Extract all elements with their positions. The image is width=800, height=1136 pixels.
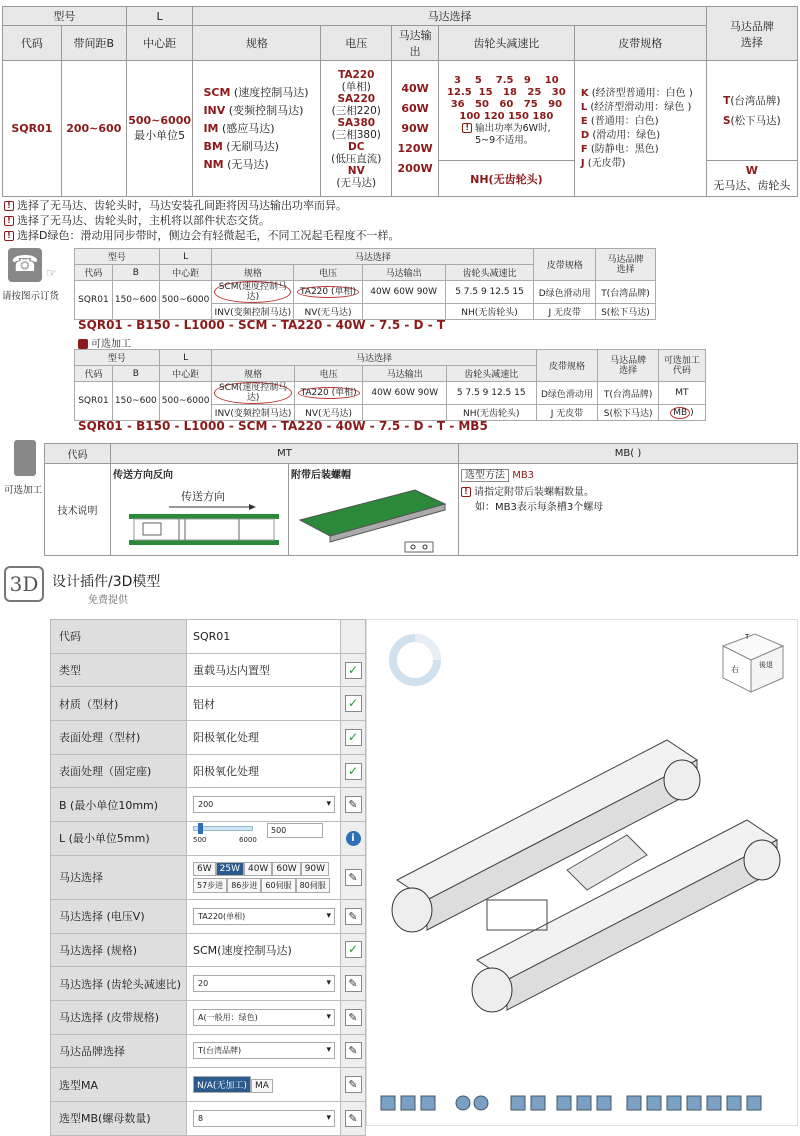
hand-pointer-icon: ☞ xyxy=(46,266,57,280)
edit-icon[interactable]: ✎ xyxy=(345,1076,362,1093)
mt-cell: 传送方向反向 传送方向 xyxy=(111,464,289,556)
l-slider[interactable] xyxy=(193,826,253,831)
ma-toggle[interactable]: MA xyxy=(251,1079,273,1093)
warning-icon: ! xyxy=(462,123,472,133)
pitch-value: 200~600 xyxy=(61,61,126,197)
mb-select-cell: 选型方法 MB3 ! 请指定附带后装螺帽数量。 如：MB3表示每条槽3个螺母 xyxy=(459,464,798,556)
spec-item: BM (无刷马达) xyxy=(203,139,279,153)
drill-icon xyxy=(14,440,36,476)
info-icon[interactable]: i xyxy=(346,831,361,846)
ma-none-toggle[interactable]: N/A(无加工) xyxy=(193,1076,251,1093)
warning-icon: ! xyxy=(4,231,14,241)
spec-item: SCM (速度控制马达) xyxy=(203,85,309,99)
mb-cell: 附带后装螺帽 xyxy=(289,464,459,556)
order-table-2: 型号 L 马达选择 皮带规格 马达品牌 选择 可选加工 代码 代码 B 中心距 规格 电压 马达输出 齿轮头减速比 SQR01 150~600 500~6000 SCM(速度控制马达) TA220 (单相) 40W 60W 90W 5 7.5 9 12.5 15 D绿色滑动用 T(台湾品牌) MT INV(变频控制马达) NV(无马达) NH(无齿轮头) J 无皮带 S(松下马达) MB ) xyxy=(74,349,706,421)
motor-btn[interactable]: 90W xyxy=(301,862,329,876)
brand-cell: T(台湾品牌) S(松下马达) xyxy=(706,61,797,161)
check-icon[interactable]: ✓ xyxy=(345,941,362,958)
cube-front-label[interactable]: 右 xyxy=(731,665,739,674)
belt-list: K (经济型普通用：白色 ) L (经济型滑动用：绿色 ) E (普通用：白色) D (滑动用：绿色) F (防静电：黑色) J (无皮带) xyxy=(574,61,706,197)
plugin-title: 设计插件/3D模型 xyxy=(52,574,161,590)
check-icon[interactable]: ✓ xyxy=(345,695,362,712)
edit-icon[interactable]: ✎ xyxy=(345,908,362,925)
mt-diagram xyxy=(129,502,279,552)
hdr-center: 中心距 xyxy=(126,26,193,61)
output-list: 40W 60W 90W 120W 200W xyxy=(392,61,439,197)
hdr-brand: 马达品牌 选择 xyxy=(706,7,797,61)
hdr-belt: 皮带规格 xyxy=(574,26,706,61)
ratio-select[interactable]: 20 ▾ xyxy=(193,975,335,992)
warning-icon: ! xyxy=(4,201,14,211)
order-code-1: SQR01 - B150 - L1000 - SCM - TA220 - 40W - 7.5 - D - T xyxy=(78,318,446,332)
hdr-pitch: 带间距B xyxy=(61,26,126,61)
edit-icon[interactable]: ✎ xyxy=(345,975,362,992)
motor-btn[interactable]: 80伺服 xyxy=(296,878,330,893)
cube-side-label[interactable]: 後退 xyxy=(759,661,773,669)
option-side-label: 可选加工 xyxy=(4,485,43,496)
center-unit: 最小单位5 xyxy=(134,129,186,142)
edit-icon[interactable]: ✎ xyxy=(345,1042,362,1059)
check-icon[interactable]: ✓ xyxy=(345,662,362,679)
hdr-code: 代码 xyxy=(3,26,62,61)
spec-item: IM (感应马达) xyxy=(203,121,275,135)
hdr-voltage: 电压 xyxy=(321,26,392,61)
edit-icon[interactable]: ✎ xyxy=(345,796,362,813)
b-select[interactable]: 200 ▾ xyxy=(193,796,335,813)
spec-list xyxy=(193,61,321,197)
phone-label: 请按图示订货 xyxy=(2,291,60,302)
brand-none: W 无马达、齿轮头 xyxy=(706,161,797,197)
spec-table xyxy=(2,6,798,197)
check-icon[interactable]: ✓ xyxy=(345,729,362,746)
hdr-L: L xyxy=(126,7,193,26)
mb-diagram xyxy=(295,482,455,556)
edit-icon[interactable]: ✎ xyxy=(345,1009,362,1026)
ratio-none: NH(无齿轮头) xyxy=(438,161,574,197)
voltage-list: TA220 (单相) SA220 (三相220) SA380 (三相380) DC (低压直流) NV (无马达) xyxy=(321,61,392,197)
hdr-model: 型号 xyxy=(3,7,127,26)
spec-item: NM (无马达) xyxy=(203,157,269,171)
order-code-2: SQR01 - B150 - L1000 - SCM - TA220 - 40W - 7.5 - D - T - MB5 xyxy=(78,419,488,433)
note-2: ! 选择了无马达、齿轮头时，主机将以部件状态交货。 xyxy=(4,212,270,228)
motor-btn[interactable]: 25W xyxy=(216,862,244,876)
optional-processing-label: 可选加工 xyxy=(78,335,131,350)
hdr-output: 马达输出 xyxy=(392,26,439,61)
viewer-canvas xyxy=(367,620,799,1127)
brand-select[interactable]: T(台湾品牌) ▾ xyxy=(193,1042,335,1059)
order-table-1: 型号 L 马达选择 皮带规格 马达品牌 选择 代码 B 中心距 规格 电压 马达输出 齿轮头减速比 SQR01 150~600 500~6000 SCM(速度控制马达) TA220 (单相) 40W 60W 90W 5 7.5 9 12.5 15 D绿色滑动用 T(台湾品牌) INV(变频控制马达) NV(无马达) NH(无齿轮头) J 无皮带 S(松下马达) xyxy=(74,248,656,320)
check-icon[interactable]: ✓ xyxy=(345,763,362,780)
motor-btn[interactable]: 60W xyxy=(272,862,300,876)
config-table: 代码 SQR01 类型 重载马达内置型 ✓ 材质（型材) 铝材 ✓ 表面处理（型材) 阳极氧化处理 ✓ 表面处理（固定座) 阳极氧化处理 ✓ B (最小单位10mm) 200 ▾ ✎ L (最小单位5mm) 500 6000 500 i 马达选择 6W 25W 40W 60W 90W 57步进 86步进 60伺服 80伺服 ✎ 马达选择 (电压V) TA220(单相) ▾ ✎ 马达选择 (规格) SCM(速度控制马达) ✓ 马达选择 (齿轮头减速比) 20 ▾ ✎ 马达选择 (皮带规格) A(一般用：绿色) ▾ ✎ 马达品牌选择 T(台湾品牌) ▾ ✎ 选型MA N/A(无加工) MA ✎ 选型MB(螺母数量) 8 ▾ ✎ xyxy=(50,619,366,1136)
motor-btn[interactable]: 60伺服 xyxy=(261,878,295,893)
square-bullet-icon xyxy=(78,339,88,349)
option-table: 代码 MT MB( ) 技术说明 传送方向反向 传送方向 附带后装螺帽 选型方法 MB3 ! 请指定附带后装螺帽数量。 如：MB3表示每条槽3个螺母 xyxy=(44,443,798,556)
l-input[interactable]: 500 xyxy=(267,823,323,838)
hdr-ratio: 齿轮头减速比 xyxy=(438,26,574,61)
hdr-motor-select: 马达选择 xyxy=(193,7,706,26)
phone-icon: ☎ xyxy=(8,248,42,282)
spec-item: INV (变频控制马达) xyxy=(203,103,304,117)
belt-select[interactable]: A(一般用：绿色) ▾ xyxy=(193,1009,335,1026)
warning-icon: ! xyxy=(4,216,14,226)
motor-btn[interactable]: 86步进 xyxy=(227,878,261,893)
cube-top-label[interactable]: T xyxy=(745,633,750,641)
center-cell xyxy=(126,61,193,197)
mb-select[interactable]: 8 ▾ xyxy=(193,1110,335,1127)
code-value: SQR01 xyxy=(3,61,62,197)
note-1: ! 选择了无马达、齿轮头时，马达安装孔间距将因马达输出功率而异。 xyxy=(4,197,347,213)
hdr-spec: 规格 xyxy=(193,26,321,61)
edit-icon[interactable]: ✎ xyxy=(345,869,362,886)
warning-icon: ! xyxy=(461,487,471,497)
motor-btn[interactable]: 40W xyxy=(244,862,272,876)
edit-icon[interactable]: ✎ xyxy=(345,1110,362,1127)
3d-icon: 3D xyxy=(4,566,44,602)
note-3: ! 选择D绿色：滑动用同步带时，侧边会有轻微起毛，不同工况起毛程度不一样。 xyxy=(4,227,399,243)
voltage-select[interactable]: TA220(单相) ▾ xyxy=(193,908,335,925)
3d-viewer[interactable] xyxy=(366,619,798,1126)
motor-btn[interactable]: 57步进 xyxy=(193,878,227,893)
plugin-subtitle: 免费提供 xyxy=(88,595,128,606)
ratio-cell: 3 5 7.5 9 10 12.5 15 18 25 30 36 50 60 75 90 100 120 150 180 ! 输出功率为6W时, 5~9不适用。 xyxy=(438,61,574,161)
center-range: 500~6000 xyxy=(128,114,191,127)
motor-btn[interactable]: 6W xyxy=(193,862,216,876)
